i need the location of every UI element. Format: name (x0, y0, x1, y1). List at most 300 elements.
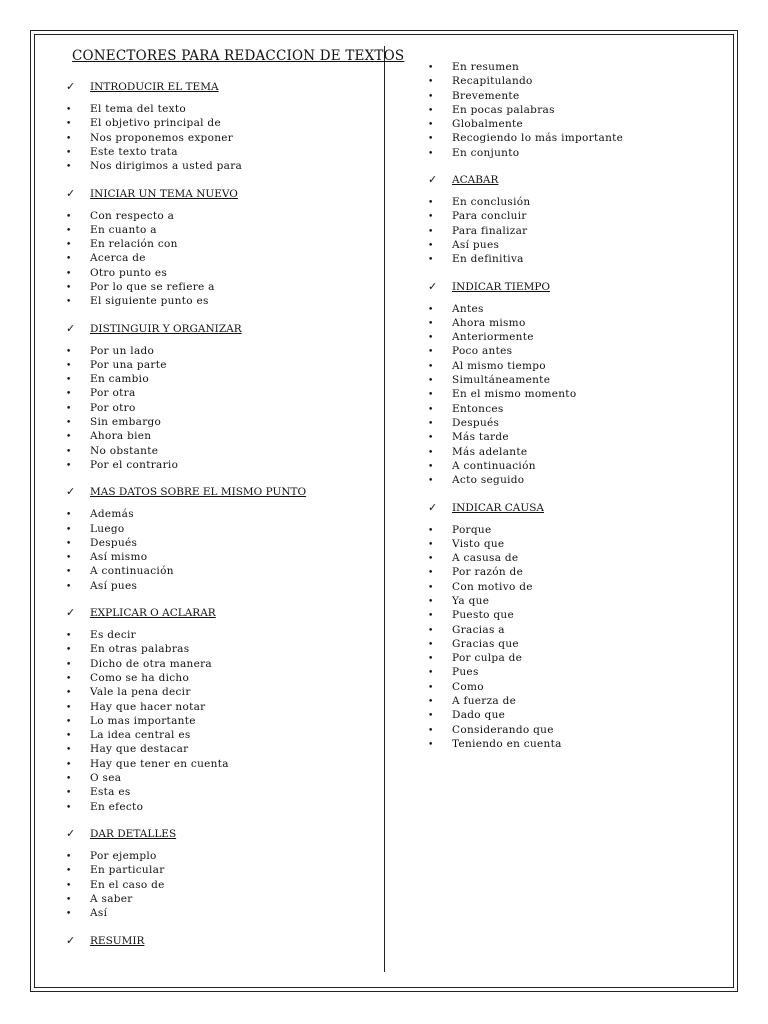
list-item (66, 800, 229, 814)
list-item (428, 723, 562, 737)
checkmark-icon: ✓ (428, 279, 438, 293)
bullet-icon: • (66, 162, 72, 173)
list-item-text: Como se ha dicho (90, 671, 190, 684)
list-item-text: Globalmente (452, 118, 524, 131)
list-item (428, 459, 576, 473)
bullet-icon: • (428, 554, 434, 565)
bullet-icon: • (428, 539, 434, 550)
list-item-text: A casusa de (452, 552, 519, 565)
bullet-icon: • (66, 119, 72, 130)
list-item (66, 579, 174, 593)
list-item (428, 594, 562, 608)
list-item (428, 238, 530, 252)
checkmark-icon: ✓ (66, 827, 76, 840)
bullet-icon: • (428, 711, 434, 722)
list-item (428, 74, 623, 88)
bullet-icon: • (66, 852, 72, 862)
list-item (428, 387, 576, 401)
list-item (66, 671, 229, 685)
list-item-text: Otro punto es (90, 266, 168, 279)
list-item (66, 657, 229, 671)
bullet-icon: • (66, 716, 72, 727)
list-item (66, 223, 215, 237)
list-item (66, 145, 242, 159)
list-item-text: Por una parte (90, 358, 167, 371)
checkmark-icon: ✓ (428, 500, 438, 514)
bullet-icon: • (66, 360, 72, 371)
list-item (66, 714, 229, 728)
list-item-text: Visto que (452, 537, 505, 550)
list-item-text: Después (452, 416, 500, 429)
bullet-icon: • (66, 880, 72, 891)
list-item (428, 330, 576, 344)
bullet-icon: • (66, 909, 72, 920)
section-heading-label: INDICAR CAUSA (452, 501, 545, 514)
list-item (66, 280, 215, 294)
bullet-icon: • (66, 702, 72, 713)
list-item (428, 146, 623, 160)
bullet-icon: • (428, 697, 434, 708)
list-item-text: El siguiente punto es (90, 295, 209, 308)
list-item-text: Por otro (90, 401, 136, 414)
section-heading-label: RESUMIR (90, 934, 145, 947)
list-item (66, 906, 165, 920)
list-item-text: La idea central es (90, 729, 191, 742)
list-item-text: En conclusión (452, 196, 531, 209)
list-item-text: Así pues (90, 579, 138, 592)
list-item (428, 60, 623, 74)
list-item (428, 402, 576, 416)
list-item-text: A saber (90, 892, 133, 905)
bullet-icon: • (428, 596, 434, 607)
bullet-icon: • (428, 447, 434, 458)
list-item (66, 892, 165, 906)
list-item-text: Para concluir (452, 210, 527, 223)
section-heading-label: DAR DETALLES (90, 828, 177, 840)
section-heading (66, 187, 238, 200)
checkmark-icon: ✓ (66, 80, 76, 93)
section-heading-label: INTRODUCIR EL TEMA (90, 81, 219, 93)
bullet-icon: • (66, 894, 72, 905)
bullet-icon: • (428, 390, 434, 401)
bullet-icon: • (428, 639, 434, 650)
list-item-text: Más adelante (452, 445, 528, 458)
bullet-icon: • (66, 802, 72, 813)
section-heading (66, 934, 144, 947)
list-item (66, 642, 229, 656)
list-item (428, 523, 562, 537)
bullet-icon: • (66, 866, 72, 877)
list-item (66, 358, 178, 372)
bullet-icon: • (66, 147, 72, 158)
list-item-text: Hay que hacer notar (90, 700, 206, 713)
list-item-text: Con respecto a (90, 209, 175, 222)
bullet-icon: • (66, 240, 72, 251)
bullet-icon: • (428, 525, 434, 536)
list-item-text: Después (90, 536, 138, 549)
list-item (66, 116, 242, 130)
list-item (428, 117, 623, 131)
list-item-text: Así mismo (90, 551, 148, 564)
list-item-text: En el caso de (90, 878, 165, 891)
list-item (66, 444, 178, 458)
list-item (428, 224, 530, 238)
list-item (428, 316, 576, 330)
bullet-icon: • (66, 282, 72, 293)
list-item-text: Lo mas importante (90, 714, 196, 727)
bullet-icon: • (66, 645, 72, 656)
list-item-text: En particular (90, 864, 165, 877)
bullet-icon: • (66, 446, 72, 457)
list-item-text: Más tarde (452, 431, 509, 444)
section-heading-label: DISTINGUIR Y ORGANIZAR (90, 322, 242, 335)
list-item (66, 878, 165, 892)
list-item (66, 209, 215, 223)
list-item (66, 536, 174, 550)
bullet-icon: • (428, 461, 434, 472)
list-item-text: Pues (452, 666, 479, 679)
list-item-text: Gracias que (452, 637, 519, 650)
list-item-text: En cuanto a (90, 223, 157, 236)
list-item-text: Recapitulando (452, 75, 533, 88)
list-item (428, 131, 623, 145)
list-item-text: Teniendo en cuenta (452, 737, 562, 750)
list-item-text: Gracias a (452, 623, 505, 636)
list-item-text: En conjunto (452, 146, 520, 159)
list-item (66, 131, 242, 145)
list-item (428, 680, 562, 694)
bullet-icon: • (428, 611, 434, 622)
bullet-icon: • (428, 198, 434, 209)
list-item-text: Así pues (452, 238, 500, 251)
list-item (428, 623, 562, 637)
bullet-icon: • (66, 346, 72, 357)
bullet-icon: • (428, 568, 434, 579)
list-item (66, 415, 178, 429)
list-item (66, 863, 165, 877)
section-heading (428, 280, 550, 293)
list-item (66, 742, 229, 756)
list-item (428, 694, 562, 708)
list-item-text: Acerca de (90, 252, 146, 265)
bullet-icon: • (428, 212, 434, 223)
list-item (66, 785, 229, 799)
bullet-icon: • (66, 788, 72, 799)
connector-list (66, 209, 215, 309)
list-item-text: A continuación (452, 459, 536, 472)
bullet-icon: • (66, 673, 72, 684)
list-item-text: En el mismo momento (452, 388, 577, 401)
bullet-icon: • (428, 361, 434, 372)
bullet-icon: • (428, 318, 434, 329)
section-heading-label: EXPLICAR O ACLARAR (90, 607, 216, 620)
list-item (66, 849, 165, 863)
bullet-icon: • (66, 688, 72, 699)
checkmark-icon: ✓ (66, 485, 76, 499)
bullet-icon: • (428, 433, 434, 444)
list-item-text: O sea (90, 772, 122, 785)
list-item-text: Puesto que (452, 609, 515, 622)
list-item-text: Por lo que se refiere a (90, 280, 215, 293)
list-item-text: Al mismo tiempo (452, 359, 546, 372)
list-item-text: Ahora bien (90, 430, 152, 443)
list-item (66, 507, 174, 521)
page-title: CONECTORES PARA REDACCION DE TEXTOS (72, 48, 405, 64)
list-item-text: Es decir (90, 629, 136, 642)
list-item-text: En definitiva (452, 253, 524, 266)
bullet-icon: • (66, 225, 72, 236)
connector-list (428, 195, 530, 266)
section-heading (66, 827, 176, 840)
list-item (66, 266, 215, 280)
bullet-icon: • (66, 745, 72, 756)
connector-list (66, 628, 229, 814)
section-heading-label: ACABAR (452, 174, 499, 187)
connector-list (66, 849, 165, 920)
list-item-text: Considerando que (452, 723, 554, 736)
section-heading-label: INICIAR UN TEMA NUEVO (90, 187, 238, 200)
list-item-text: Hay que tener en cuenta (90, 757, 229, 770)
list-item (428, 209, 530, 223)
list-item (428, 430, 576, 444)
list-item-text: Por un lado (90, 344, 155, 357)
bullet-icon: • (66, 759, 72, 770)
bullet-icon: • (66, 389, 72, 400)
bullet-icon: • (66, 375, 72, 386)
list-item (66, 344, 178, 358)
list-item-text: Para finalizar (452, 224, 528, 237)
checkmark-icon: ✓ (66, 933, 76, 947)
bullet-icon: • (428, 476, 434, 487)
list-item-text: No obstante (90, 444, 159, 457)
list-item-text: Vale la pena decir (90, 686, 191, 699)
list-item-text: En pocas palabras (452, 103, 555, 116)
list-item (428, 537, 562, 551)
connector-list (428, 523, 562, 752)
list-item-text: Por razón de (452, 566, 524, 579)
bullet-icon: • (66, 133, 72, 144)
list-item-text: El tema del texto (90, 103, 186, 115)
list-item-text: A continuación (90, 565, 174, 578)
list-item-text: Dado que (452, 709, 506, 722)
list-item-text: Por el contrario (90, 458, 179, 471)
connector-list (66, 102, 242, 173)
bullet-icon: • (428, 625, 434, 636)
list-item-text: Acto seguido (452, 474, 525, 487)
list-item-text: Por culpa de (452, 652, 523, 665)
list-item-text: Con motivo de (452, 580, 533, 593)
list-item (428, 473, 576, 487)
list-item (66, 458, 178, 472)
bullet-icon: • (428, 739, 434, 750)
bullet-icon: • (428, 304, 434, 315)
list-item (428, 103, 623, 117)
list-item-text: En cambio (90, 373, 149, 386)
bullet-icon: • (66, 567, 72, 578)
bullet-icon: • (428, 63, 434, 73)
list-item (66, 159, 242, 173)
bullet-icon: • (428, 77, 434, 88)
list-item-text: Porque (452, 523, 492, 536)
list-item (428, 737, 562, 751)
list-item-text: Anteriormente (452, 331, 534, 344)
bullet-icon: • (66, 774, 72, 785)
list-item (66, 251, 215, 265)
list-item-text: A fuerza de (452, 695, 517, 708)
connector-list (66, 507, 174, 593)
list-item-text: Por ejemplo (90, 850, 157, 862)
list-item (428, 445, 576, 459)
list-item-text: Brevemente (452, 89, 520, 102)
list-item (66, 628, 229, 642)
section-heading (66, 322, 242, 335)
list-item (66, 237, 215, 251)
bullet-icon: • (66, 553, 72, 564)
list-item (66, 429, 178, 443)
bullet-icon: • (66, 631, 72, 642)
list-item-text: Poco antes (452, 345, 513, 358)
list-item-text: En resumen (452, 61, 520, 73)
checkmark-icon: ✓ (428, 173, 438, 187)
list-item (428, 580, 562, 594)
list-item (428, 565, 562, 579)
list-item-text: Este texto trata (90, 145, 178, 158)
list-item (66, 564, 174, 578)
list-item (428, 302, 576, 316)
list-item-text: Nos dirigimos a usted para (90, 160, 243, 173)
list-item (66, 550, 174, 564)
list-item-text: Sin embargo (90, 416, 162, 429)
bullet-icon: • (66, 254, 72, 265)
bullet-icon: • (66, 297, 72, 308)
bullet-icon: • (66, 659, 72, 670)
list-item-text: Ahora mismo (452, 316, 526, 329)
connector-list (428, 60, 623, 160)
section-heading (66, 80, 219, 93)
list-item-text: En relación con (90, 238, 178, 251)
bullet-icon: • (66, 460, 72, 471)
bullet-icon: • (428, 105, 434, 116)
bullet-icon: • (428, 668, 434, 679)
list-item (66, 757, 229, 771)
bullet-icon: • (428, 91, 434, 102)
list-item (428, 359, 576, 373)
list-item (66, 771, 229, 785)
section-heading (428, 501, 544, 514)
list-item-text: Ya que (452, 594, 490, 607)
bullet-icon: • (428, 418, 434, 429)
list-item-text: Luego (90, 522, 125, 535)
list-item (428, 252, 530, 266)
checkmark-icon: ✓ (66, 321, 76, 335)
list-item (428, 651, 562, 665)
bullet-icon: • (428, 226, 434, 237)
bullet-icon: • (66, 538, 72, 549)
list-item-text: Dicho de otra manera (90, 657, 212, 670)
list-item-text: Además (90, 508, 134, 521)
checkmark-icon: ✓ (66, 186, 76, 200)
section-heading (428, 173, 498, 186)
bullet-icon: • (66, 524, 72, 535)
bullet-icon: • (66, 418, 72, 429)
list-item (66, 102, 242, 116)
list-item (428, 89, 623, 103)
bullet-icon: • (66, 731, 72, 742)
bullet-icon: • (428, 148, 434, 159)
list-item-text: Así (90, 907, 108, 920)
list-item-text: El objetivo principal de (90, 117, 221, 130)
bullet-icon: • (428, 682, 434, 693)
list-item (428, 344, 576, 358)
list-item (66, 700, 229, 714)
bullet-icon: • (428, 240, 434, 251)
bullet-icon: • (66, 432, 72, 443)
list-item (428, 608, 562, 622)
list-item (66, 386, 178, 400)
checkmark-icon: ✓ (66, 606, 76, 620)
section-heading-label: MAS DATOS SOBRE EL MISMO PUNTO (90, 486, 307, 499)
bullet-icon: • (428, 654, 434, 665)
list-item (428, 551, 562, 565)
list-item-text: En efecto (90, 800, 144, 813)
section-heading-label: INDICAR TIEMPO (452, 280, 551, 293)
section-heading (66, 606, 216, 619)
list-item (66, 685, 229, 699)
bullet-icon: • (66, 268, 72, 279)
bullet-icon: • (428, 582, 434, 593)
bullet-icon: • (428, 404, 434, 415)
section-heading (66, 485, 306, 498)
bullet-icon: • (428, 347, 434, 358)
list-item-text: Esta es (90, 786, 131, 799)
bullet-icon: • (428, 255, 434, 266)
list-item (428, 416, 576, 430)
bullet-icon: • (428, 134, 434, 145)
list-item (66, 401, 178, 415)
list-item (428, 195, 530, 209)
list-item (428, 373, 576, 387)
list-item-text: Simultáneamente (452, 374, 551, 387)
bullet-icon: • (66, 581, 72, 592)
bullet-icon: • (428, 376, 434, 387)
list-item-text: Entonces (452, 402, 504, 415)
connector-list (66, 344, 178, 473)
list-item-text: En otras palabras (90, 643, 190, 656)
list-item-text: Hay que destacar (90, 743, 189, 756)
list-item-text: Por otra (90, 387, 136, 400)
bullet-icon: • (66, 510, 72, 521)
list-item (428, 637, 562, 651)
list-item-text: Nos proponemos exponer (90, 131, 234, 144)
list-item-text: Recogiendo lo más importante (452, 132, 624, 145)
list-item (66, 728, 229, 742)
bullet-icon: • (428, 333, 434, 344)
bullet-icon: • (428, 725, 434, 736)
bullet-icon: • (66, 105, 72, 115)
connector-list (428, 302, 576, 488)
list-item (66, 294, 215, 308)
list-item (66, 522, 174, 536)
list-item (428, 708, 562, 722)
list-item (428, 665, 562, 679)
list-item-text: Antes (452, 302, 484, 315)
bullet-icon: • (66, 211, 72, 222)
bullet-icon: • (66, 403, 72, 414)
column-divider (384, 46, 385, 972)
list-item-text: Como (452, 680, 484, 693)
list-item (66, 372, 178, 386)
bullet-icon: • (428, 120, 434, 131)
